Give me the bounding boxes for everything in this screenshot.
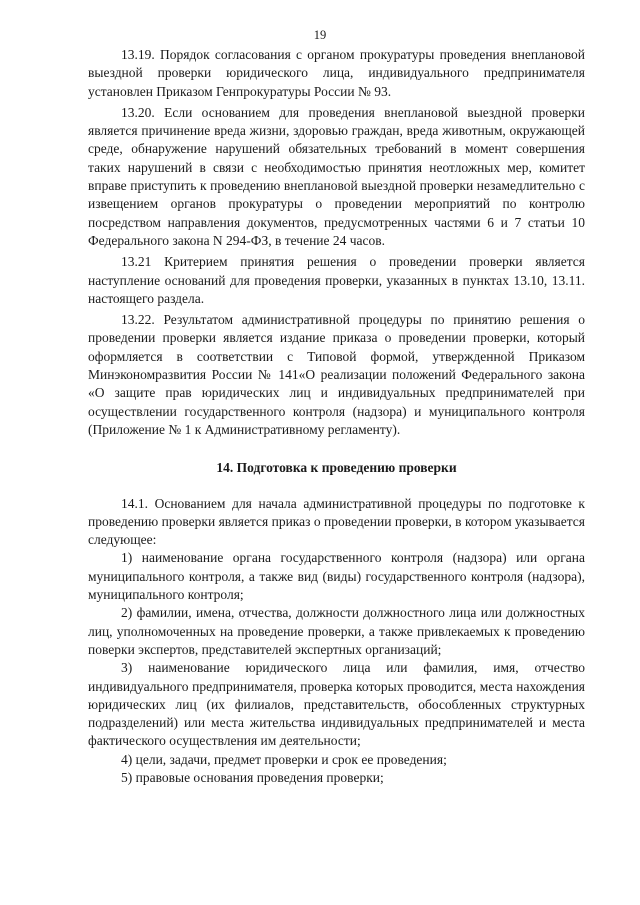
list-item-3: 3) наименование юридического лица или фамилия, имя, отчество индивидуального предпринимателя, проверка которых проводится, места нахождения юридических лиц (их филиалов, представительств, обособленных структурных подразделений) или места жительства индивидуальных предпринимателей и места фактического осуществления им деятельности; xyxy=(88,660,585,749)
page-number: 19 xyxy=(313,28,327,42)
paragraph-13-19: 13.19. Порядок согласования с органом прокуратуры проведения внеплановой выездной проверки юридического лица, индивидуального предпринимателя установлен Приказом Генпрокуратуры России № 93. xyxy=(88,47,585,99)
paragraph-13-22: 13.22. Результатом административной процедуры по принятию решения о проведении проверки является издание приказа о проведении проверки, который оформляется в соответствии с Типовой формой, утвержденной Приказом Минэкономразвития России № 141«О реализации положений Федерального закона «О защите прав юридических лиц и индивидуальных предпринимателей при осуществлении государственного контроля (надзора) и муниципального контроля (Приложение № 1 к Административному регламенту). xyxy=(88,312,585,437)
paragraph-13-21: 13.21 Критерием принятия решения о проведении проверки является наступление оснований для проведения проверки, указанных в пунктах 13.10, 13.11. настоящего раздела. xyxy=(88,254,585,306)
list-item-5: 5) правовые основания проведения проверки; xyxy=(121,769,384,785)
list-item-1: 1) наименование органа государственного контроля (надзора) или органа муниципального контроля, а также вид (виды) государственного контроля (надзора), муниципального контроля; xyxy=(88,550,585,603)
section-heading-14: 14. Подготовка к проведению проверки xyxy=(216,460,457,476)
paragraph-13-20: 13.20. Если основанием для проведения внеплановой выездной проверки является причинение вреда жизни, здоровью граждан, вреда животным, окружающей среде, обнаружение нарушений обязательных требований в момент совершения таких нарушений в связи с необходимостью принятия неотложных мер, комитет вправе приступить к проведению внеплановой выездной проверки незамедлительно с извещением органов прокуратуры о проведении мероприятий по контролю посредством направления документов, предусмотренных частями 6 и 7 статьи 10 Федерального закона N 294-ФЗ, в течение 24 часов. xyxy=(88,104,585,248)
list-item-2: 2) фамилии, имена, отчества, должности должностного лица или должностных лиц, уполномоченных на проведение проверки, а также привлекаемых к проведению поверки экспертов, представителей экспертных организаций; xyxy=(88,605,585,657)
paragraph-14-1: 14.1. Основанием для начала административной процедуры по подготовке к проведению проверки является приказ о проведении проверки, в котором указывается следующее: xyxy=(88,495,585,548)
list-item-4: 4) цели, задачи, предмет проверки и срок ее проведения; xyxy=(121,751,447,767)
document-body xyxy=(88,46,585,787)
